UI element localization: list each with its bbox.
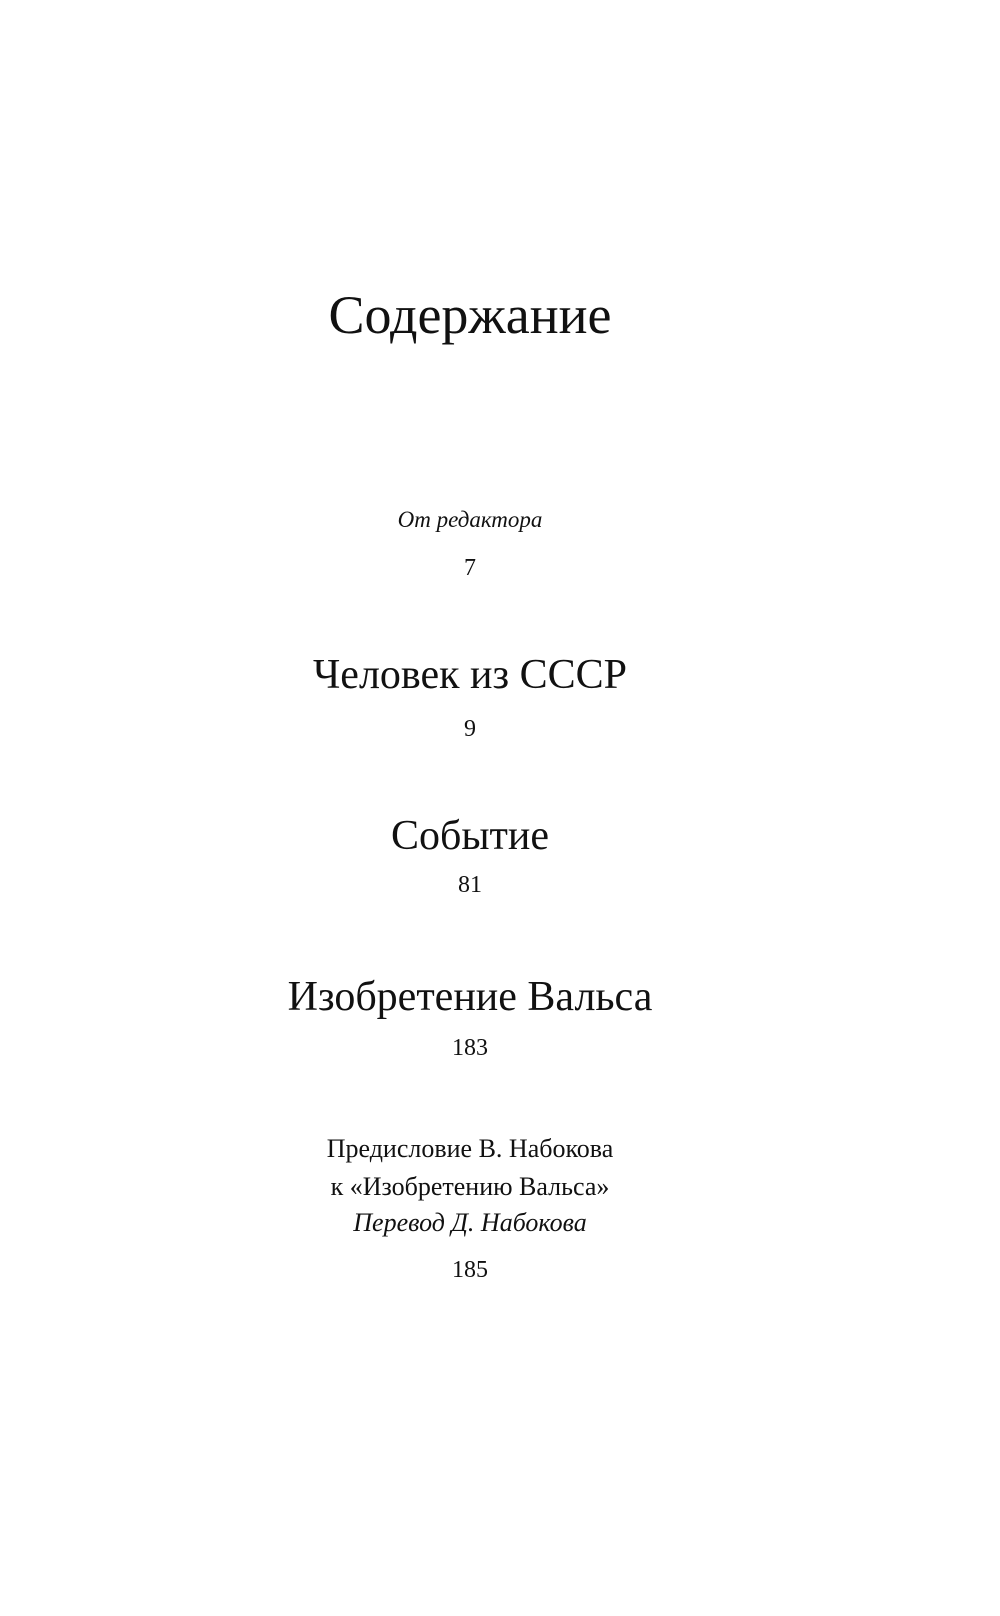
toc-heading: Содержание [328,285,612,345]
toc-preface-page: 185 [452,1257,488,1283]
toc-entry-editor-page: 7 [464,555,476,581]
toc-entry-editor-title: От редактора [397,507,543,532]
toc-preface-translator: Перевод Д. Набокова [353,1208,587,1237]
toc-entry-waltz-title: Изобретение Вальса [287,974,653,1020]
toc-entry-event-title: Событие [390,813,550,859]
toc-entry-event-page: 81 [458,872,482,898]
toc-entry-waltz-page: 183 [452,1035,488,1061]
toc-preface-line1: Предисловие В. Набокова [326,1134,614,1163]
toc-preface-line2: к «Изобретению Вальса» [330,1172,610,1201]
toc-entry-man-from-ussr-title: Человек из СССР [313,652,627,698]
toc-entry-man-from-ussr-page: 9 [464,716,476,742]
